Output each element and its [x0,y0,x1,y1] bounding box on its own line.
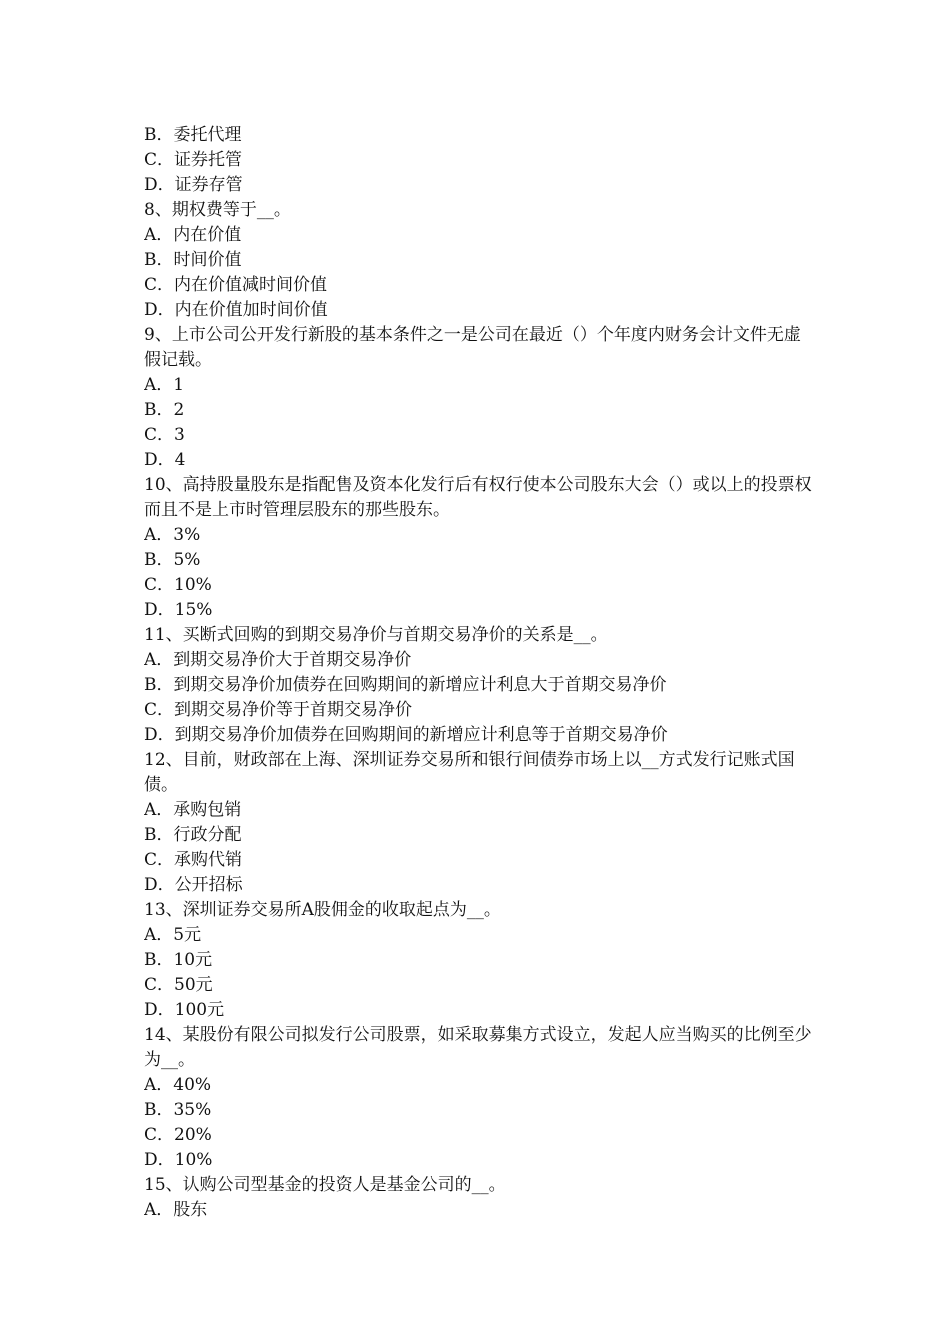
option-8a: A．内在价值 [144,225,242,245]
question-11: 11、买断式回购的到期交易净价与首期交易净价的关系是__。 [144,625,608,645]
option-9d: D．4 [144,450,186,470]
option-9c: C．3 [144,425,185,445]
option-12a: A．承购包销 [144,800,242,820]
option-7b: B．委托代理 [144,125,242,145]
option-15a: A．股东 [144,1200,208,1220]
option-13c: C．50元 [144,975,213,995]
option-14d: D．10% [144,1150,213,1170]
option-8c: C．内在价值减时间价值 [144,275,328,295]
option-12d: D．公开招标 [144,875,243,895]
question-12: 12、目前，财政部在上海、深圳证券交易所和银行间债券市场上以__方式发行记账式国债。 [144,750,795,795]
option-14c: C．20% [144,1125,212,1145]
question-8: 8、期权费等于__。 [144,200,291,220]
option-12c: C．承购代销 [144,850,243,870]
question-9: 9、上市公司公开发行新股的基本条件之一是公司在最近（）个年度内财务会计文件无虚假记载。 [144,325,801,370]
option-13d: D．100元 [144,1000,225,1020]
option-11b: B．到期交易净价加债券在回购期间的新增应计利息大于首期交易净价 [144,675,667,695]
question-15: 15、认购公司型基金的投资人是基金公司的__。 [144,1175,506,1195]
option-8b: B．时间价值 [144,250,242,270]
option-11c: C．到期交易净价等于首期交易净价 [144,700,413,720]
option-14b: B．35% [144,1100,212,1120]
option-10b: B．5% [144,550,201,570]
option-11a: A．到期交易净价大于首期交易净价 [144,650,412,670]
option-10d: D．15% [144,600,213,620]
option-10c: C．10% [144,575,212,595]
option-13a: A．5元 [144,925,202,945]
option-9b: B．2 [144,400,185,420]
option-10a: A．3% [144,525,201,545]
document-page [144,123,814,1223]
option-13b: B．10元 [144,950,213,970]
option-7c: C．证券托管 [144,150,243,170]
option-9a: A．1 [144,375,185,395]
question-10: 10、高持股量股东是指配售及资本化发行后有权行使本公司股东大会（）或以上的投票权而且不是上市时管理层股东的那些股东。 [144,475,812,520]
question-14: 14、某股份有限公司拟发行公司股票，如采取募集方式设立，发起人应当购买的比例至少为__。 [144,1025,812,1070]
option-14a: A．40% [144,1075,212,1095]
option-7d: D．证券存管 [144,175,243,195]
option-11d: D．到期交易净价加债券在回购期间的新增应计利息等于首期交易净价 [144,725,668,745]
question-13: 13、深圳证券交易所A股佣金的收取起点为__。 [144,900,501,920]
option-8d: D．内在价值加时间价值 [144,300,328,320]
option-12b: B．行政分配 [144,825,242,845]
